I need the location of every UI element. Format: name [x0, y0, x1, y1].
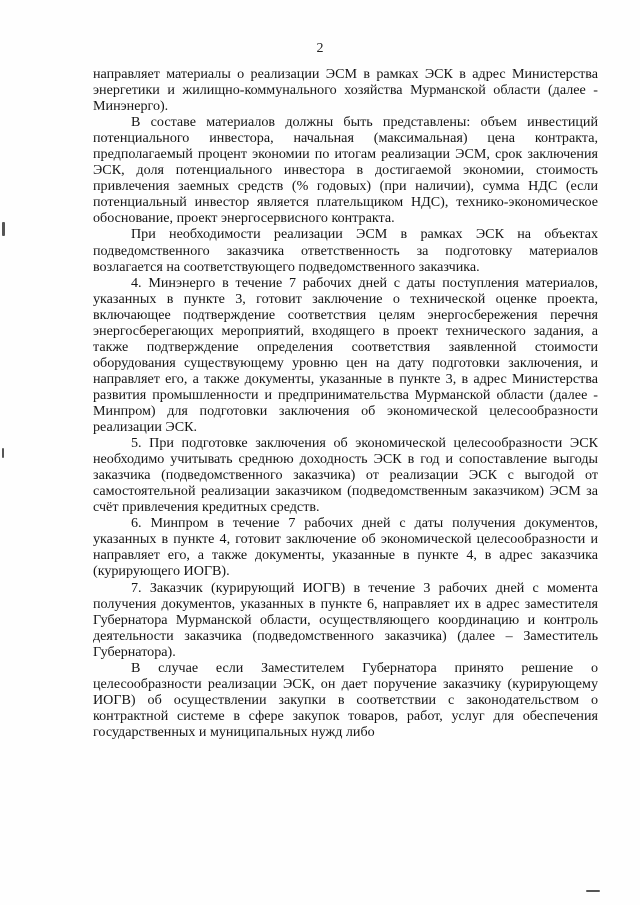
scan-margin-mark: [2, 222, 5, 236]
paragraph: В случае если Заместителем Губернатора принято решение о целесообразности реализации ЭСК, он дает поручение заказчику (курирующему ИОГВ) об осуществлении закупки в соответствии с законодательством о контрактной системе в сфере закупок товаров, работ, услуг для обеспечения государственных и муниципальных нужд либо: [93, 659, 598, 740]
page-number: 2: [316, 41, 324, 56]
paragraph: 5. При подготовке заключения об экономической целесообразности ЭСК необходимо учитывать среднюю доходность ЭСК в год и сопоставление выгоды заказчика (подведомственного заказчика) от реализации ЭСК с выгодой от самостоятельной реализации заказчиком (подведомственным заказчиком) ЭСМ за счёт привлечения кредитных средств.: [93, 435, 598, 516]
scan-margin-mark: [2, 448, 4, 458]
paragraph: 6. Минпром в течение 7 рабочих дней с даты получения документов, указанных в пункте 4, готовит заключение об экономической целесообразности и направляет его, а также документы, указанные в пункте 4, в адрес заказчика (курирующего ИОГВ).: [93, 515, 598, 580]
paragraph: направляет материалы о реализации ЭСМ в рамках ЭСК в адрес Министерства энергетики и жилищно-коммунального хозяйства Мурманской области (далее - Минэнерго).: [93, 66, 598, 115]
paragraph: В составе материалов должны быть представлены: объем инвестиций потенциального инвестора, начальная (максимальная) цена контракта, предполагаемый процент экономии по итогам реализации ЭСМ, срок заключения ЭСК, доля потенциального инвестора в достигаемой экономии, стоимость привлечения заемных средств (% годовых) (при наличии), сумма НДС (если потенциальный инвестор является плательщиком НДС), технико-экономическое обоснование, проект энергосервисного контракта.: [93, 114, 598, 227]
scan-margin-mark: [586, 890, 600, 892]
paragraph: При необходимости реализации ЭСМ в рамках ЭСК на объектах подведомственного заказчика ответственность за подготовку материалов возлагается на соответствующего подведомственного заказчика.: [93, 226, 598, 275]
paragraph: 4. Минэнерго в течение 7 рабочих дней с даты поступления материалов, указанных в пункте 3, готовит заключение о технической оценке проекта, включающее подтверждение соответствия целям энергосбережения перечня энергосберегающих мероприятий, входящего в проект технического задания, а также подтверждение определения соответствия заявленной стоимости оборудования существующему уровню цен на дату подготовки заключения, и направляет его, а также документы, указанные в пункте 3, в адрес Министерства развития промышленности и предпринимательства Мурманской области (далее - Минпром) для подготовки заключения об экономической целесообразности реализации ЭСК.: [93, 274, 598, 436]
paragraph: 7. Заказчик (курирующий ИОГВ) в течение 3 рабочих дней с момента получения документов, указанных в пункте 6, направляет их в адрес заместителя Губернатора Мурманской области, осуществляющего координацию и контроль деятельности заказчика (подведомственного заказчика) (далее – Заместитель Губернатора).: [93, 579, 598, 660]
body-text: [93, 66, 598, 740]
